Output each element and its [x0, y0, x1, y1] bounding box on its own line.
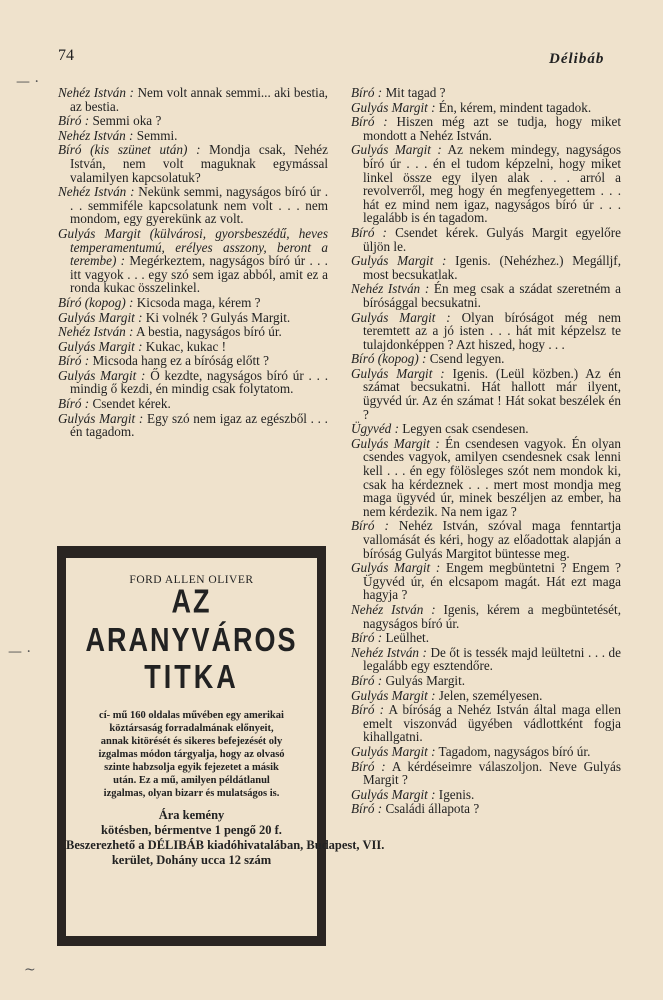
dialogue-line — [351, 631, 621, 645]
ad-title-line2: TITKA — [144, 658, 239, 696]
dialogue-line — [351, 101, 621, 115]
speaker-name: Bíró : — [58, 353, 90, 369]
dialogue-line — [58, 397, 328, 411]
dialogue-text: Kicsoda maga, kérem ? — [133, 294, 261, 310]
speaker-name: Bíró : — [351, 630, 383, 646]
dialogue-text: A kérdéseimre válaszoljon. Neve Gulyás Margit ? — [363, 758, 622, 788]
dialogue-line — [58, 369, 328, 396]
speaker-name: Gulyás Margit : — [351, 142, 442, 158]
dialogue-line — [351, 703, 621, 744]
dialogue-text: Olyan bíróságot még nem teremtett az a jó isten . . . hát mit képzelsz te tulajdonképpen ? Azt hiszed, hogy . . . — [363, 309, 621, 352]
dialogue-text: Megérkeztem, nagyságos bíró úr . . . itt vagyok . . . egy szó sem igaz abból, amit ez a ronda kukac összelinkel. — [70, 253, 328, 296]
dialogue-line — [58, 227, 328, 295]
dialogue-text: Családi állapota ? — [382, 801, 480, 817]
dialogue-line — [58, 296, 328, 310]
dialogue-text: Micsoda hang ez a bíróság előtt ? — [89, 353, 269, 369]
dialogue-text: Nehéz István, szóval maga fenntartja vallomását és kéri, hogy az előadottak alapján a bíróság Gulyás Margitot büntesse meg. — [363, 518, 621, 561]
speaker-name: Bíró : — [351, 801, 383, 817]
page-number: 74 — [58, 47, 74, 64]
speaker-name: Gulyás Margit : — [58, 309, 143, 325]
dialogue-line — [351, 254, 621, 281]
dialogue-text: Jelen, személyesen. — [435, 687, 543, 703]
speaker-name: Gulyás Margit : — [351, 786, 436, 802]
speaker-name: Gulyás Margit : — [58, 410, 144, 426]
magazine-logo: Délibáb — [549, 51, 605, 67]
ad-author: FORD ALLEN OLIVER — [129, 574, 254, 586]
dialogue-line — [58, 412, 328, 439]
dialogue-line — [58, 325, 328, 339]
speaker-name: Gulyás Margit : — [351, 687, 436, 703]
dialogue-line — [58, 354, 328, 368]
dialogue-line — [351, 519, 621, 560]
dialogue-line — [58, 311, 328, 325]
punch-mark-icon: ~ — [24, 962, 36, 978]
dialogue-line — [351, 646, 621, 673]
speaker-name: Bíró : — [58, 113, 90, 129]
dialogue-text: Csend legyen. — [426, 351, 505, 367]
speaker-name: Bíró (kis szünet után) : — [58, 142, 201, 158]
speaker-name: Gulyás Margit : — [351, 365, 445, 381]
punch-mark-icon: — · — [8, 644, 31, 660]
dialogue-line — [351, 788, 621, 802]
speaker-name: Gulyás Margit : — [351, 309, 451, 325]
dialogue-text: Igenis. (Nehézhez.) Megálljf, most becsukatlak. — [363, 253, 621, 282]
dialogue-line — [58, 86, 328, 113]
dialogue-line — [351, 689, 621, 703]
speaker-name: Bíró : — [351, 224, 387, 240]
dialogue-line — [351, 282, 621, 309]
speaker-name: Bíró : — [58, 396, 90, 412]
dialogue-line — [351, 226, 621, 253]
speaker-name: Bíró : — [351, 114, 388, 130]
dialogue-line — [351, 802, 621, 816]
speaker-name: Bíró (kopog) : — [351, 351, 427, 367]
ad-description: cí- mű 160 oldalas művében egy amerikai köztársaság forradalmának előnyeit, annak kitörését és sikeres befejezését oly izgalmas módon tárgyalja, hogy az olvasó szinte habzsolja egyik fejezetet a másik után. Ez a mű, amilyen példátlanul izgalmas, olyan bizarr és mulatságos is. — [98, 710, 285, 799]
dialogue-text: Én meg csak a szádat szeretném a bírósággal becsukatni. — [363, 281, 621, 310]
ad-price-line: kötésben, bérmentve 1 pengő 20 f. — [101, 823, 282, 837]
speaker-name: Gulyás Margit : — [351, 99, 436, 115]
dialogue-text: Ő kezdte, nagyságos bíró úr . . . mindig ő kezdi, én mindig csak folytatom. — [70, 367, 328, 397]
dialogue-text: Nem volt annak semmi... aki bestia, az bestia. — [70, 85, 328, 114]
dialogue-text: Leülhet. — [382, 630, 430, 646]
speaker-name: Gulyás Margit (külvárosi, gyorsbeszédű, heves temperamentumú, erélyes asszony, beront a terembe) : — [58, 225, 328, 269]
ad-price-line: Beszerezhető a DÉLIBÁB kiadóhivatalában, Budapest, VII. — [66, 838, 385, 852]
dialogue-line — [58, 114, 328, 128]
dialogue-text: Semmi. — [133, 127, 178, 143]
dialogue-text: Semmi oka ? — [89, 113, 162, 129]
speaker-name: Nehéz István : — [58, 324, 134, 340]
dialogue-text: A bíróság a Nehéz István által maga ellen emelt viszonvád ügyében vádlottként fogja kihallgatni. — [363, 702, 621, 745]
dialogue-text: Nekünk semmi, nagyságos bíró úr . . . semmiféle kapcsolatunk nem volt . . . nem mondom, egy gyerekünk az volt. — [70, 184, 328, 227]
dialogue-line — [351, 603, 621, 630]
dialogue-text: Csendet kérek. — [89, 396, 171, 412]
speaker-name: Gulyás Margit : — [351, 435, 440, 451]
dialogue-text: Legyen csak csendesen. — [398, 421, 529, 437]
speaker-name: Gulyás Margit : — [58, 338, 143, 354]
dialogue-line — [351, 367, 621, 421]
ad-title-line1: AZ ARANYVÁROS — [85, 582, 298, 659]
ad-price-line: Ára kemény — [158, 808, 225, 822]
dialogue-text: Ki volnék ? Gulyás Margit. — [142, 309, 291, 325]
dialogue-line — [351, 745, 621, 759]
dialogue-text: Én, kérem, mindent tagadok. — [435, 99, 592, 115]
dialogue-line — [351, 352, 621, 366]
dialogue-line — [351, 674, 621, 688]
speaker-name: Nehéz István : — [58, 184, 135, 200]
speaker-name: Bíró : — [351, 758, 386, 774]
dialogue-text: A bestia, nagyságos bíró úr. — [133, 324, 282, 340]
dialogue-line — [58, 340, 328, 354]
speaker-name: Bíró : — [351, 672, 383, 688]
dialogue-line — [351, 437, 621, 519]
dialogue-text: De őt is tessék majd leültetni . . . de legalább egy esztendőre. — [363, 644, 621, 674]
dialogue-text: Mit tagad ? — [382, 85, 446, 100]
left-column — [58, 86, 328, 440]
dialogue-text: Kukac, kukac ! — [142, 338, 226, 354]
speaker-name: Nehéz István : — [58, 85, 134, 100]
speaker-name: Gulyás Margit : — [351, 743, 436, 759]
dialogue-line — [58, 185, 328, 226]
dialogue-text: Egy szó nem igaz az egészből . . . én tagadom. — [70, 410, 328, 440]
speaker-name: Gulyás Margit : — [351, 560, 441, 576]
speaker-name: Gulyás Margit : — [58, 367, 146, 383]
dialogue-line — [351, 760, 621, 787]
dialogue-line — [58, 129, 328, 143]
dialogue-text: Tagadom, nagyságos bíró úr. — [435, 743, 591, 759]
dialogue-line — [351, 115, 621, 142]
dialogue-text: Gulyás Margit. — [382, 672, 466, 688]
ad-price-line: kerület, Dohány ucca 12 szám — [111, 853, 272, 867]
speaker-name: Gulyás Margit : — [351, 253, 447, 269]
dialogue-text: Igenis. (Leül közben.) Az én számat becsukatni. Hát hallott már ilyent, ügyvéd úr. Az én számat ! Hát sokat beszélek én ? — [363, 365, 621, 422]
dialogue-line — [351, 422, 621, 436]
speaker-name: Bíró : — [351, 518, 389, 534]
speaker-name: Nehéz István : — [351, 281, 430, 297]
speaker-name: Bíró : — [351, 85, 383, 100]
dialogue-text: Az nekem mindegy, nagyságos bíró úr . . . én el tudom képzelni, hogy miket linkel össze egy ilyen alak . . . arról a revolverről, meg hogy én megfenyegettem . . . hát ez mind nem igaz, nagyságos bíró úr . . . legalább is én tagadom. — [363, 142, 621, 226]
speaker-name: Bíró (kopog) : — [58, 294, 134, 310]
right-column — [351, 86, 621, 817]
dialogue-line — [351, 561, 621, 602]
dialogue-text: Csendet kérek. Gulyás Margit egyelőre üljön le. — [363, 224, 621, 254]
dialogue-line — [351, 86, 621, 100]
dialogue-text: Mondja csak, Nehéz István, nem volt maguknak egymással valamilyen kapcsolatuk? — [70, 142, 328, 185]
speaker-name: Nehéz István : — [351, 601, 436, 617]
dialogue-text: Engem megbüntetni ? Engem ? Ügyvéd úr, én elcsapom magát. Hát ezt maga hagyja ? — [363, 560, 621, 603]
dialogue-line — [351, 143, 621, 225]
speaker-name: Bíró : — [351, 702, 385, 718]
dialogue-line — [351, 311, 621, 352]
punch-mark-icon: — · — [16, 74, 39, 90]
speaker-name: Nehéz István : — [58, 127, 134, 143]
dialogue-text: Én csendesen vagyok. Én olyan csendes vagyok, amilyen csendesnek csak lenni kell . . . én egy fölösleges szót nem mondok ki, csak ha kérdeznek . . . mert most mondja meg maga ügyvéd úr, minek beszéljen az ember, ha nem kérdezik. Na nem igaz ? — [363, 435, 621, 519]
dialogue-text: Igenis, kérem a megbüntetését, nagyságos bíró úr. — [363, 601, 621, 631]
speaker-name: Nehéz István : — [351, 644, 427, 660]
dialogue-line — [58, 143, 328, 184]
speaker-name: Ügyvéd : — [351, 421, 399, 437]
dialogue-text: Igenis. — [435, 786, 475, 802]
dialogue-text: Hiszen még azt se tudja, hogy miket mondott a Nehéz István. — [363, 114, 621, 143]
